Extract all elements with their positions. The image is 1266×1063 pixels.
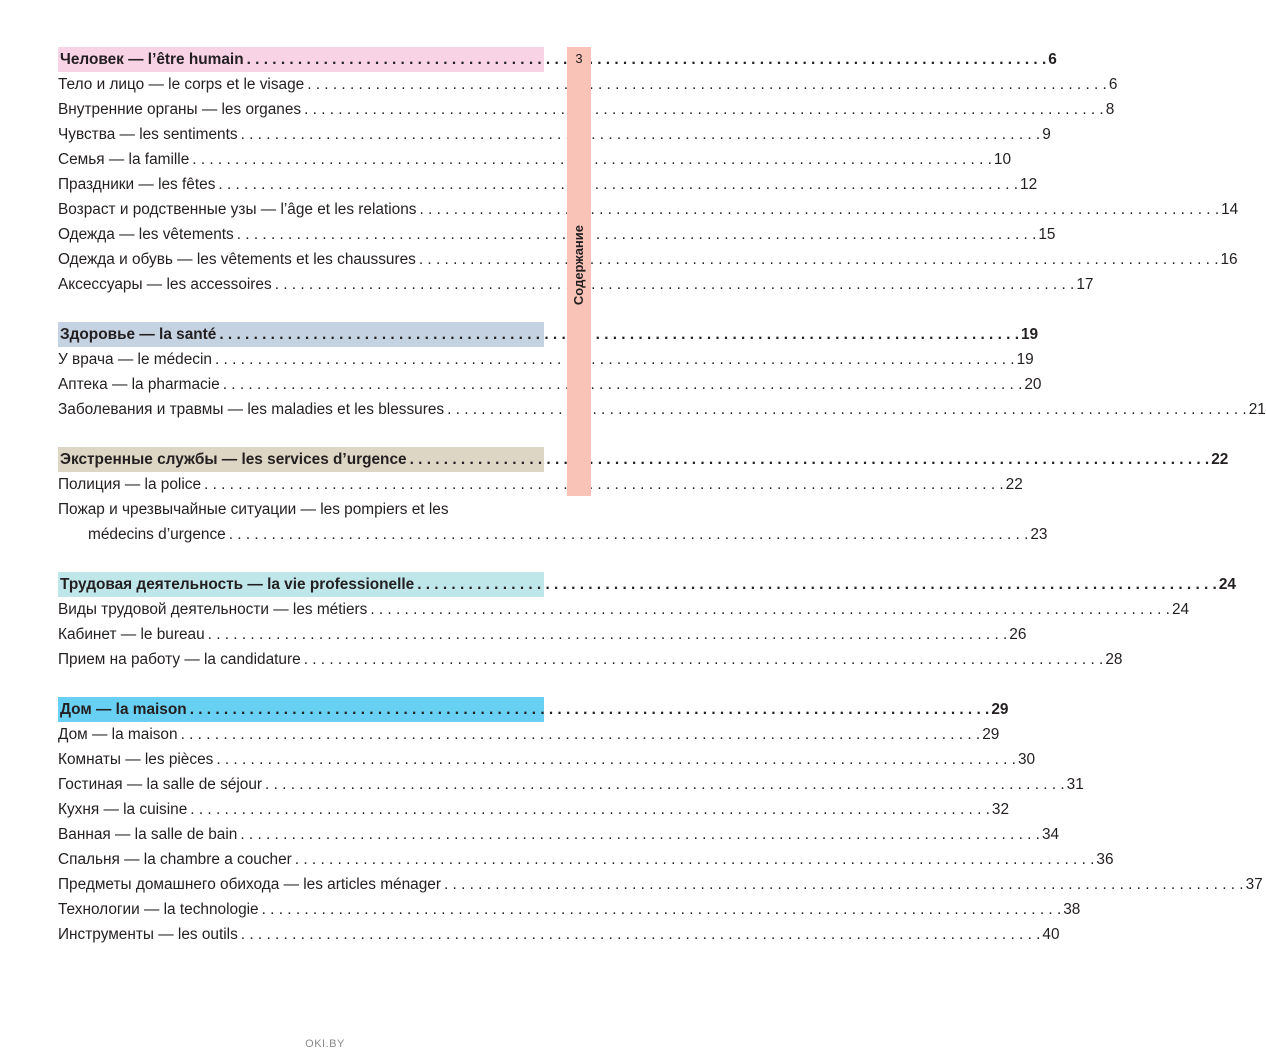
section-heading[interactable] — [58, 47, 1057, 72]
toc-entry-title: Одежда — les vêtements — [58, 226, 234, 243]
toc-entry[interactable] — [58, 897, 1081, 922]
section-heading[interactable] — [58, 572, 1236, 597]
section-heading[interactable] — [58, 322, 1039, 347]
toc-entry-title: Гостиная — la salle de séjour — [58, 776, 263, 793]
toc-entry-title: Виды трудовой деятельности — les métiers — [58, 601, 368, 618]
toc-entry-continuation-title: médecins d’urgence — [88, 526, 226, 543]
dot-leader — [215, 172, 1018, 197]
toc-entry-page: 36 — [1096, 851, 1114, 868]
toc-entry-title: Чувства — les sentiments — [58, 126, 238, 143]
toc-entry[interactable] — [58, 822, 1060, 847]
dot-leader — [416, 197, 1219, 222]
toc-entry-page: 40 — [1042, 926, 1060, 943]
toc-entry-page: 28 — [1105, 651, 1123, 668]
dot-leader — [441, 872, 1244, 897]
toc-entry-title: Одежда и обувь — les vêtements et les chaussures — [58, 251, 416, 268]
toc-entry[interactable] — [58, 847, 1114, 872]
toc-entry[interactable] — [58, 622, 1027, 647]
toc-entry[interactable] — [58, 922, 1060, 947]
dot-leader — [178, 722, 981, 747]
toc-entry-title: Пожар и чрезвычайные ситуации — les pompiers et les — [58, 501, 449, 518]
toc-entry-page: 29 — [982, 726, 1000, 743]
section-heading-title: Человек — l’être humain — [60, 51, 244, 68]
section-heading-page: 19 — [1020, 326, 1039, 343]
dot-leader — [201, 472, 1004, 497]
toc-entry[interactable] — [58, 222, 1056, 247]
toc-entry-page: 15 — [1038, 226, 1056, 243]
toc-entry[interactable] — [58, 72, 1118, 97]
page-number: 3 — [575, 51, 583, 66]
toc-entry-title: Ванная — la salle de bain — [58, 826, 238, 843]
toc-entry-title: Аксессуары — les accessoires — [58, 276, 272, 293]
toc-entry[interactable] — [58, 772, 1084, 797]
toc-entry-page: 31 — [1066, 776, 1084, 793]
dot-leader — [304, 72, 1107, 97]
toc-entry-title: Технологии — la technologie — [58, 901, 259, 918]
toc-entry-page: 6 — [1108, 76, 1118, 93]
toc-entry-title: Дом — la maison — [58, 726, 178, 743]
toc-entry[interactable] — [58, 797, 1010, 822]
dot-leader — [226, 522, 1029, 547]
toc-entry[interactable] — [58, 872, 1263, 897]
toc-section — [58, 322, 1266, 422]
toc-entry[interactable] — [58, 647, 1123, 672]
toc-entry-page: 20 — [1024, 376, 1042, 393]
toc-entry-page: 8 — [1105, 101, 1115, 118]
toc-entry-page: 17 — [1076, 276, 1094, 293]
dot-leader — [444, 397, 1247, 422]
toc-entry-title: Заболевания и травмы — les maladies et les blessures — [58, 401, 445, 418]
section-heading-title: Дом — la maison — [60, 701, 187, 718]
dot-leader — [414, 572, 1217, 597]
toc-entry-title: Кабинет — le bureau — [58, 626, 205, 643]
toc-entry-title: Аптека — la pharmacie — [58, 376, 220, 393]
side-label: Содержание — [571, 225, 586, 306]
toc-section — [58, 572, 1236, 672]
section-heading-title: Здоровье — la santé — [60, 326, 217, 343]
section-heading-page: 22 — [1211, 451, 1229, 468]
toc-entry-title: У врача — le médecin — [58, 351, 212, 368]
dot-leader — [234, 222, 1037, 247]
dot-leader — [367, 597, 1170, 622]
toc-entry[interactable] — [58, 597, 1190, 622]
toc-entry[interactable] — [58, 747, 1036, 772]
dot-leader — [212, 347, 1015, 372]
toc-entry-page: 34 — [1041, 826, 1060, 843]
side-tab — [567, 47, 591, 496]
toc-entry-page: 30 — [1017, 751, 1036, 768]
toc-entry[interactable] — [58, 472, 1023, 497]
toc-entry-page: 12 — [1020, 176, 1038, 193]
toc-entry[interactable] — [58, 197, 1239, 222]
toc-entry-title: Комнаты — les pièces — [58, 751, 214, 768]
toc-entry-page: 21 — [1248, 401, 1266, 418]
toc-entry-page: 26 — [1009, 626, 1027, 643]
toc-entry[interactable] — [58, 272, 1094, 297]
toc-entry[interactable] — [58, 372, 1042, 397]
toc-entry-page: 38 — [1063, 901, 1081, 918]
dot-leader — [205, 622, 1008, 647]
toc-entry-page: 24 — [1171, 601, 1190, 618]
dot-leader — [213, 747, 1016, 772]
section-heading-page: 24 — [1218, 576, 1236, 593]
dot-leader — [259, 897, 1062, 922]
toc-section — [58, 697, 1263, 947]
toc-entry-page: 37 — [1245, 876, 1263, 893]
dot-leader — [292, 847, 1095, 872]
toc-entry-title: Возраст и родственные узы — l’âge et les relations — [58, 201, 417, 218]
dot-leader — [262, 772, 1065, 797]
dot-leader — [187, 697, 990, 722]
dot-leader — [301, 97, 1104, 122]
toc-entry-page: 14 — [1221, 201, 1239, 218]
toc-entry-page: 16 — [1220, 251, 1238, 268]
section-heading[interactable] — [58, 447, 1229, 472]
toc-entry-continuation[interactable] — [58, 522, 1048, 547]
toc-entry-title: Инструменты — les outils — [58, 926, 238, 943]
toc-entry[interactable] — [58, 722, 1000, 747]
toc-entry-page: 9 — [1042, 126, 1051, 143]
toc-entry-page: 22 — [1005, 476, 1023, 493]
dot-leader — [407, 447, 1210, 472]
dot-leader — [272, 272, 1075, 297]
toc-entry-title: Тело и лицо — le corps et le visage — [58, 76, 305, 93]
toc-entry[interactable] — [58, 97, 1115, 122]
toc-entry-page: 32 — [991, 801, 1010, 818]
toc-entry[interactable] — [58, 347, 1034, 372]
dot-leader — [237, 822, 1040, 847]
dot-leader — [238, 922, 1041, 947]
dot-leader — [220, 372, 1023, 397]
dot-leader — [187, 797, 990, 822]
toc-section — [58, 447, 1229, 547]
toc-entry-title: Полиция — la police — [58, 476, 202, 493]
toc-entry-title: Внутренние органы — les organes — [58, 101, 302, 118]
dot-leader — [216, 322, 1019, 347]
toc-entry-title: Праздники — les fêtes — [58, 176, 216, 193]
dot-leader — [301, 647, 1104, 672]
toc-entry-title: Семья — la famille — [58, 151, 190, 168]
toc-entry[interactable] — [58, 122, 1051, 147]
toc-entry-title: Предметы домашнего обихода — les articles ménager — [58, 876, 441, 893]
toc-entry-continuation-page: 23 — [1030, 526, 1048, 543]
dot-leader — [244, 47, 1047, 72]
section-heading-title: Экстренные службы — les services d’urgence — [60, 451, 407, 468]
footer-watermark: OKI.BY — [305, 1038, 345, 1050]
dot-leader — [238, 122, 1041, 147]
toc-entry[interactable] — [58, 497, 544, 522]
toc-entry[interactable] — [58, 397, 1266, 422]
section-heading-page: 29 — [991, 701, 1009, 718]
toc-entry-title: Кухня — la cuisine — [58, 801, 188, 818]
toc-entry[interactable] — [58, 147, 1012, 172]
section-heading-page: 6 — [1048, 51, 1057, 68]
toc-entry-page: 19 — [1016, 351, 1034, 368]
dot-leader — [416, 247, 1219, 272]
toc-entry[interactable] — [58, 172, 1038, 197]
section-heading[interactable] — [58, 697, 1009, 722]
toc-entry-page: 10 — [993, 151, 1012, 168]
toc-entry[interactable] — [58, 247, 1238, 272]
section-heading-title: Трудовая деятельность — la vie professionelle — [60, 576, 415, 593]
toc-entry-title: Спальня — la chambre a coucher — [58, 851, 292, 868]
toc-entry-title: Прием на работу — la candidature — [58, 651, 301, 668]
